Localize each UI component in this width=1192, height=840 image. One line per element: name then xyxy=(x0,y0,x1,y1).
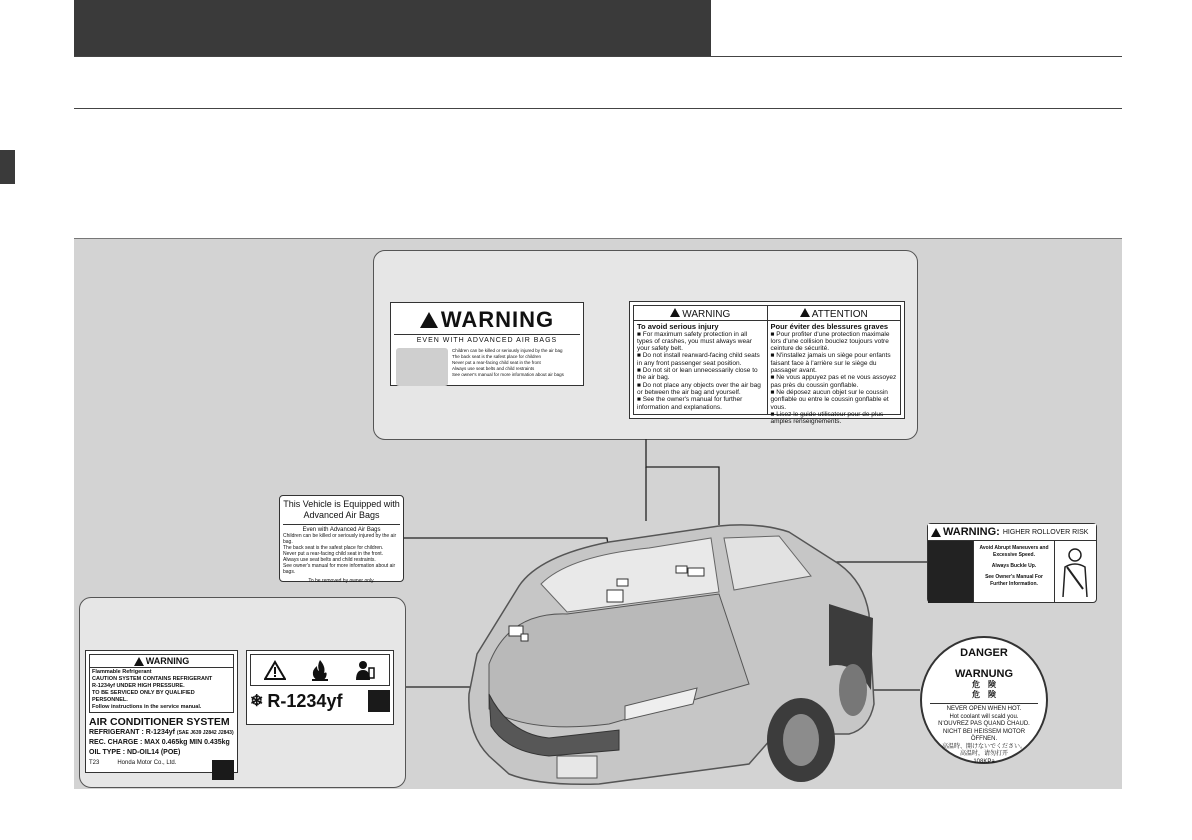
label-locations-figure xyxy=(74,238,1122,789)
danger-text: N'OUVREZ PAS QUAND CHAUD. xyxy=(938,721,1030,727)
card-line: Children can be killed or seriously injured by the air bag. xyxy=(283,533,397,545)
ac-refrigerant: REFRIGERANT : R-1234yf xyxy=(89,729,175,736)
flame-icon xyxy=(311,659,329,681)
french-item: ■ Ne vous appuyez pas et ne vous assoyez pas près du coussin gonflable. xyxy=(771,374,898,389)
french-header: ATTENTION xyxy=(811,309,868,320)
ac-charge: REC. CHARGE : MAX 0.465kg MIN 0.435kg xyxy=(89,739,230,746)
danger-text: 高温時、開けないでください。 xyxy=(941,743,1026,750)
ac-line: Flammable Refrigerant xyxy=(92,669,152,675)
danger-line2: WARNUNG xyxy=(954,668,1014,680)
danger-text: NICHT BEI HEISSEM MOTOR ÖFFNEN. xyxy=(942,728,1026,742)
french-item: ■ Ne déposez aucun objet sur le coussin gonflable ou entre le coussin gonflable et vous. xyxy=(771,389,898,411)
card-box-title: Even with Advanced Air Bags xyxy=(302,527,381,533)
danger-text: 高温时，请勿打开 xyxy=(959,751,1008,757)
snowflake-icon: ❄ xyxy=(250,693,264,710)
caution-triangle-icon xyxy=(264,660,286,680)
english-header: WARNING xyxy=(682,309,731,320)
english-item: ■ Do not install rearward-facing child seats in any front passenger seat position. xyxy=(637,352,764,367)
section-header-bar xyxy=(74,0,711,56)
rollover-line: See Owner's Manual For Further Information. xyxy=(985,574,1043,587)
bilingual-airbag-label xyxy=(629,301,905,426)
ac-line: Follow instructions in the service manual. xyxy=(92,704,202,710)
technician-icon xyxy=(354,659,376,681)
seatbelt-person-icon xyxy=(1054,541,1096,603)
rollover-vehicle-icon xyxy=(928,541,974,603)
top-rule xyxy=(74,56,1122,57)
qr-mark-icon xyxy=(212,760,234,780)
danger-line1: DANGER xyxy=(960,647,1008,659)
card-title-line1: This Vehicle is Equipped with xyxy=(283,499,400,509)
ac-line: CAUTION SYSTEM CONTAINS REFRIGERANT xyxy=(92,676,213,682)
ac-line: R-1234yf UNDER HIGH PRESSURE. xyxy=(92,683,185,689)
mid-rule xyxy=(74,108,1122,109)
card-footer: To be removed by owner only. xyxy=(308,578,375,584)
chapter-side-tab[interactable] xyxy=(0,150,15,184)
english-item: ■ Do not place any objects over the air bag or between the air bag and yourself. xyxy=(637,382,764,397)
ac-oil: OIL TYPE : ND-OIL14 (POE) xyxy=(89,749,181,756)
card-line: The back seat is the safest place for children. xyxy=(283,545,384,551)
airbag-warning-label xyxy=(390,302,584,386)
danger-line4: 危 険 xyxy=(972,690,996,699)
child-seat-icon xyxy=(396,348,448,386)
french-item: ■ Pour profiter d'une protection maximale lors d'une collision bouclez toujours votre ceinture de sécurité. xyxy=(771,331,898,353)
qr-mark-icon xyxy=(368,690,390,712)
warning-triangle-icon xyxy=(931,528,941,537)
french-column xyxy=(767,306,901,426)
danger-text: 108KPa xyxy=(973,758,995,765)
ac-maker: Honda Motor Co., Ltd. xyxy=(117,760,177,766)
warning-bullet: Never put a rear-facing child seat in the front xyxy=(452,360,541,365)
card-line: See owner's manual for more information about air bags. xyxy=(283,563,396,575)
ac-system-title: AIR CONDITIONER SYSTEM xyxy=(89,716,230,728)
english-column xyxy=(634,306,767,414)
warning-triangle-icon xyxy=(800,308,810,317)
french-item: ■ N'installez jamais un siège pour enfants faisant face à l'arrière sur le siège du passager avant. xyxy=(771,352,898,374)
french-title: Pour éviter des blessures graves xyxy=(770,322,889,332)
warning-bullet: Always use seat belts and child restraints xyxy=(452,366,535,371)
warning-bullet: See owner's manual for more information about air bags xyxy=(452,372,564,377)
danger-text: NEVER OPEN WHEN HOT. xyxy=(946,706,1022,712)
english-item: ■ Do not sit or lean unnecessarily close to the air bag. xyxy=(637,367,764,382)
english-item: ■ See the owner's manual for further information and explanations. xyxy=(637,396,764,411)
english-item: ■ For maximum safety protection in all types of crashes, you must always wear your safety belt. xyxy=(637,331,764,353)
warning-bullet: The back seat is the safest place for children xyxy=(452,354,542,359)
rollover-warning-label xyxy=(927,523,1097,603)
ac-refrigerant-std: (SAE J639 J2842 J2843) xyxy=(176,730,234,736)
warning-subtitle: EVEN WITH ADVANCED AIR BAGS xyxy=(394,334,580,346)
rollover-title: WARNING: xyxy=(943,526,1000,538)
advanced-airbag-card xyxy=(279,495,404,582)
ac-line: TO BE SERVICED ONLY BY QUALIFIED PERSONNEL. xyxy=(92,690,195,703)
warning-bullet: Children can be killed or seriously injured by the air bag xyxy=(452,348,563,353)
rollover-line: Always Buckle Up. xyxy=(991,563,1037,569)
french-item: ■ Lisez le guide utilisateur pour de plus amples renseignements. xyxy=(771,411,898,426)
card-line: Never put a rear-facing child seat in the front. xyxy=(283,551,384,557)
card-line: Always use seat belts and child restraints. xyxy=(283,557,376,563)
warning-title: WARNING xyxy=(440,307,555,332)
warning-triangle-icon xyxy=(134,657,144,666)
ac-code: T23 xyxy=(89,760,100,766)
rollover-subtitle: HIGHER ROLLOVER RISK xyxy=(1002,528,1089,536)
danger-line3: 危 険 xyxy=(972,680,996,689)
danger-text: Hot coolant will scald you. xyxy=(949,713,1019,720)
refrigerant-label xyxy=(246,650,394,725)
card-title-line2: Advanced Air Bags xyxy=(303,510,380,520)
ac-warning: WARNING xyxy=(145,656,190,666)
vehicle-illustration xyxy=(449,494,889,789)
warning-triangle-icon xyxy=(670,308,680,317)
warning-triangle-icon xyxy=(420,312,438,328)
rollover-line: Avoid Abrupt Maneuvers and Excessive Speed. xyxy=(979,545,1049,558)
radiator-cap-danger-label xyxy=(920,636,1048,764)
ac-system-label xyxy=(85,650,238,773)
english-title: To avoid serious injury xyxy=(637,322,719,332)
refrigerant-name: R-1234yf xyxy=(267,690,343,711)
